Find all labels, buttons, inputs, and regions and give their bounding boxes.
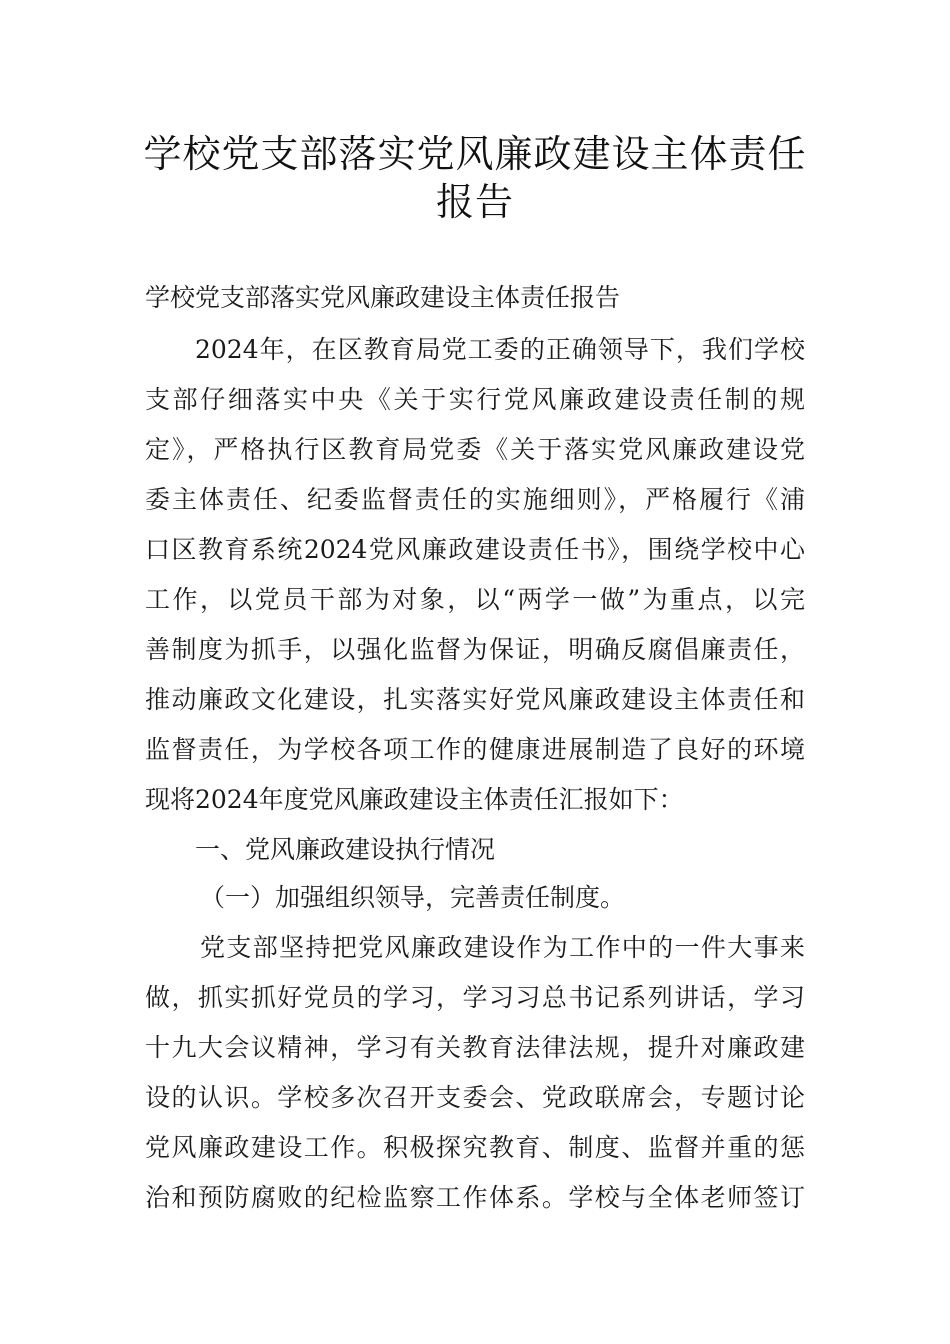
paragraph-1-line: 委主体责任、纪委监督责任的实施细则》，严格履行《浦 xyxy=(145,485,805,514)
paragraph-2-line: 设的认识。学校多次召开支委会、党政联席会，专题讨论 xyxy=(145,1083,805,1112)
paragraph-2-line: 党风廉政建设工作。积极探究教育、制度、监督并重的惩 xyxy=(145,1133,805,1162)
paragraph-1-line: 推动廉政文化建设，扎实落实好党风廉政建设主体责任和 xyxy=(145,685,805,714)
paragraph-1-line: 现将2024年度党风廉政建设主体责任汇报如下： xyxy=(145,785,684,814)
paragraph-1-line: 2024年，在区教育局党工委的正确领导下，我们学校 xyxy=(195,335,805,364)
paragraph-2-line: 做，抓实抓好党员的学习，学习习总书记系列讲话，学习 xyxy=(145,983,805,1012)
paragraph-1-line: 定》，严格执行区教育局党委《关于落实党风廉政建设党 xyxy=(145,435,805,464)
paragraph-2-line: 十九大会议精神，学习有关教育法律法规，提升对廉政建 xyxy=(145,1033,805,1062)
paragraph-1-line: 工作，以党员干部为对象，以“两学一做”为重点，以完 xyxy=(145,585,805,614)
paragraph-1-line: 监督责任，为学校各项工作的健康进展制造了良好的环境 xyxy=(145,735,805,764)
document-title-line-2: 报告 xyxy=(435,180,514,224)
document-subtitle: 学校党支部落实党风廉政建设主体责任报告 xyxy=(145,283,621,312)
paragraph-1-line: 支部仔细落实中央《关于实行党风廉政建设责任制的规 xyxy=(145,385,805,414)
paragraph-2-line: 治和预防腐败的纪检监察工作体系。学校与全体老师签订 xyxy=(145,1183,805,1212)
paragraph-1-line: 善制度为抓手，以强化监督为保证，明确反腐倡廉责任， xyxy=(145,635,805,664)
section-heading-1: 一、党风廉政建设执行情况 xyxy=(195,835,496,864)
section-heading-2: （一）加强组织领导，完善责任制度。 xyxy=(200,883,626,912)
document-title-line-1: 学校党支部落实党风廉政建设主体责任 xyxy=(143,132,807,176)
paragraph-1-line: 口区教育系统2024党风廉政建设责任书》，围绕学校中心 xyxy=(145,535,805,564)
paragraph-2-line: 党支部坚持把党风廉政建设作为工作中的一件大事来 xyxy=(200,933,805,962)
